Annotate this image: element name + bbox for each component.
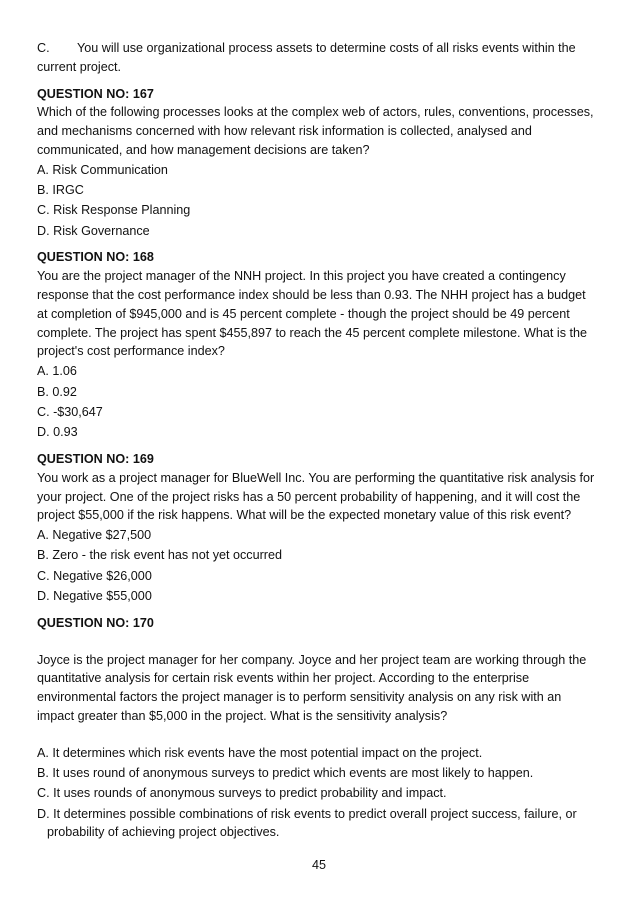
answer-option-a: A. Risk Communication [37, 162, 168, 177]
document-page [37, 39, 597, 844]
answer-option-b: B. It uses round of anonymous surveys to predict which events are most likely to happen. [37, 766, 534, 781]
question-text: You work as a project manager for BlueWell Inc. You are performing the quantitative risk analysis for your project. One of the project risks has a 50 percent probability of happening, and it will cost the project $55,000 if the risk happens. What will be the expected monetary value of this risk event? [37, 470, 595, 523]
answer-option-b: B. IRGC [37, 183, 84, 198]
answer-option-d: D. Negative $55,000 [37, 589, 152, 604]
answer-options [37, 744, 597, 842]
option-label: C. [37, 41, 50, 55]
question-text: You are the project manager of the NNH project. In this project you have created a contingency response that the cost performance index should be less than 0.93. The NHH project has a budget at completion of $945,000 and is 45 percent complete - though the project should be 49 percent complete. The project has spent $455,897 to reach the 45 percent complete milestone. What is the project's cost performance index? [37, 269, 588, 359]
answer-option-c: C. -$30,647 [37, 404, 103, 419]
answer-option-b: B. Zero - the risk event has not yet occurred [37, 548, 282, 563]
answer-option-c: C. Risk Response Planning [37, 203, 191, 218]
question-167 [37, 85, 597, 241]
question-header: QUESTION NO: 169 [37, 451, 154, 466]
answer-option-d: D. 0.93 [37, 425, 78, 440]
page-number: 45 [311, 858, 326, 872]
question-170 [37, 614, 597, 842]
question-header: QUESTION NO: 168 [37, 250, 154, 265]
answer-option-c: C. It uses rounds of anonymous surveys to predict probability and impact. [37, 786, 447, 801]
question-text: Which of the following processes looks at the complex web of actors, rules, conventions, processes, and mechanisms concerned with how relevant risk information is collected, analysed and communicated, and how management decisions are taken? [37, 105, 594, 157]
option-text: You will use organizational process assets to determine costs of all risks events within the current project. [37, 41, 576, 74]
answer-option-a: A. 1.06 [37, 364, 77, 379]
previous-answer-option [37, 39, 597, 77]
answer-options [37, 526, 597, 606]
answer-option-d: D. It determines possible combinations of risk events to predict overall project success, failure, or probability of achieving project objectives. [37, 806, 577, 840]
question-168 [37, 248, 597, 441]
answer-option-d: D. Risk Governance [37, 223, 150, 238]
answer-options [37, 362, 597, 442]
answer-option-c: C. Negative $26,000 [37, 568, 152, 583]
answer-options [37, 161, 597, 241]
question-169 [37, 450, 597, 606]
question-text: Joyce is the project manager for her company. Joyce and her project team are working through the quantitative analysis for certain risk events within her project. According to the enterprise environmental factors the project manager is to perform sensitivity analysis on any risk with an impact greater than $5,000 in the project. What is the sensitivity analysis? [37, 652, 587, 723]
question-header: QUESTION NO: 170 [37, 615, 154, 630]
answer-option-b: B. 0.92 [37, 384, 77, 399]
answer-option-a: A. It determines which risk events have the most potential impact on the project. [37, 745, 483, 760]
question-header: QUESTION NO: 167 [37, 86, 154, 101]
answer-option-a: A. Negative $27,500 [37, 528, 152, 543]
